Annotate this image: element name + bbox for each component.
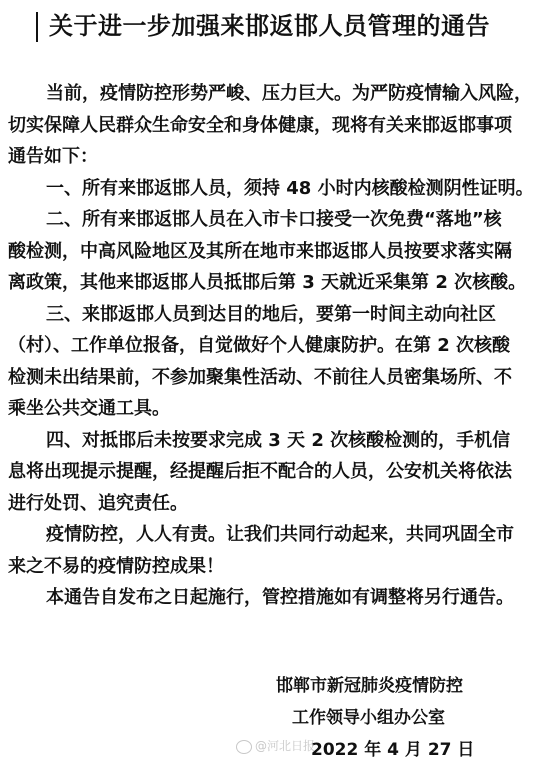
body-line: 乘坐公共交通工具。 <box>8 398 170 419</box>
body-line: 酸检测，中高风险地区及其所在地市来邯返邯人员按要求落实隔 <box>8 240 512 262</box>
body-line: 进行处罚、追究责任。 <box>8 492 188 514</box>
body-line: 疫情防控，人人有责。让我们共同行动起来，共同巩固全市 <box>46 524 514 545</box>
body-line: 四、对抵邯后未按要求完成 3 天 2 次核酸检测的，手机信 <box>46 429 511 451</box>
body-line: 检测未出结果前，不参加聚集性活动、不前往人员密集场所、不 <box>8 366 512 388</box>
body-line: 三、来邯返邯人员到达目的地后，要第一时间主动向社区 <box>46 303 496 325</box>
watermark <box>236 737 315 754</box>
body-line: 二、所有来邯返邯人员在入市卡口接受一次免费“落地”核 <box>46 209 502 230</box>
body-line: （村）、工作单位报备，自觉做好个人健康防护。在第 2 次核酸 <box>8 335 511 356</box>
signature-org-line2: 工作领导小组办公室 <box>292 708 445 728</box>
notice-body <box>0 78 539 614</box>
body-line: 来之不易的疫情防控成果！ <box>8 555 224 577</box>
weibo-icon <box>236 740 252 754</box>
watermark-text: @河北日报 <box>255 739 316 753</box>
body-line: 息将出现提示提醒，经提醒后拒不配合的人员，公安机关将依法 <box>8 461 512 482</box>
signature-date: 2022 年 4 月 27 日 <box>311 740 475 760</box>
signature-org-line1: 邯郸市新冠肺炎疫情防控 <box>276 676 463 696</box>
body-line: 切实保障人民群众生命安全和身体健康，现将有关来邯返邯事项 <box>8 114 512 136</box>
body-line: 本通告自发布之日起施行，管控措施如有调整将另行通告。 <box>46 587 514 608</box>
body-line: 通告如下： <box>8 146 98 167</box>
body-line: 一、所有来邯返邯人员，须持 48 小时内核酸检测阴性证明。 <box>46 177 534 199</box>
body-line: 离政策，其他来邯返邯人员抵邯后第 3 天就近采集第 2 次核酸。 <box>8 272 527 293</box>
text-cursor <box>36 12 38 42</box>
body-line: 当前，疫情防控形势严峻、压力巨大。为严防疫情输入风险， <box>46 83 532 104</box>
document-title: 关于进一步加强来邯返邯人员管理的通告 <box>49 12 490 40</box>
